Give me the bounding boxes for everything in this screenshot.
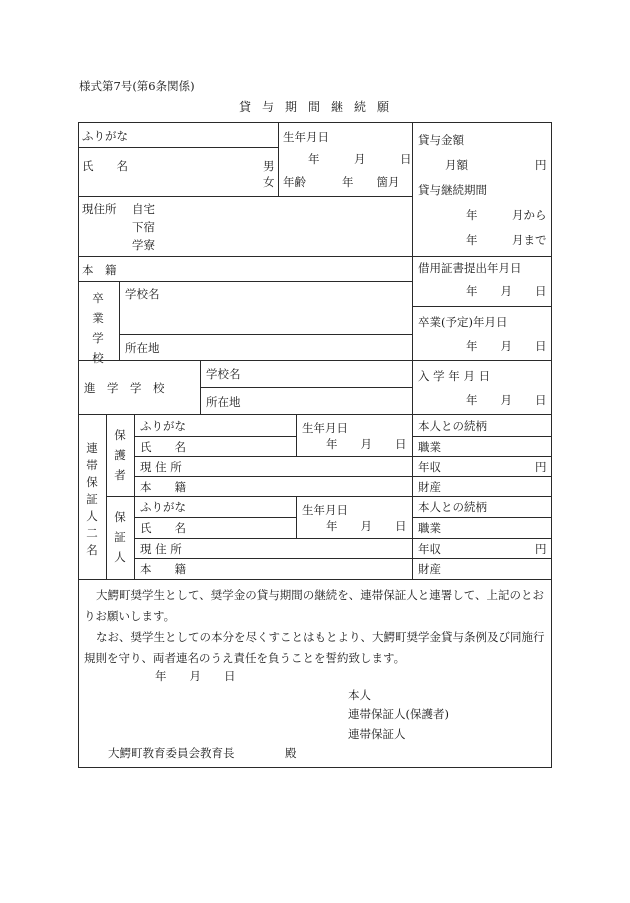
loan-period-label: 貸与継続期間 xyxy=(418,183,487,197)
guarantor-job: 職業 xyxy=(418,521,441,535)
graduated-school-label: 卒業学校 xyxy=(92,291,104,365)
guardian-income-yen: 円 xyxy=(535,460,547,474)
guardian-domicile: 本 籍 xyxy=(140,480,186,494)
address-home: 自宅 xyxy=(132,202,155,216)
advance-school-label: 進 学 学 校 xyxy=(84,381,165,395)
gender-female: 女 xyxy=(263,175,275,189)
grad-school-name-label: 学校名 xyxy=(125,287,160,301)
joint-guarantors-label: 連帯保証人二名 xyxy=(86,441,98,557)
loan-cert-label: 借用証書提出年月日 xyxy=(418,261,522,275)
loan-cert-date: 年 月 日 xyxy=(466,284,547,298)
declaration-paragraph-2: なお、奨学生としての本分を尽くすことはもとより、大鰐町奨学金貸与条例及び同施行規則を守り、両者連名のうえ責任を負うことを誓約致します。 xyxy=(84,630,545,665)
guarantor-assets: 財産 xyxy=(418,562,441,576)
guarantor-address: 現 住 所 xyxy=(140,542,182,556)
guarantor-birth-date: 年 月 日 xyxy=(326,519,407,533)
guardian-assets: 財産 xyxy=(418,480,441,494)
age-label: 年齢 xyxy=(283,175,306,189)
guarantor-name: 氏 名 xyxy=(140,521,186,535)
age-value: 年 箇月 xyxy=(342,175,400,189)
signatory-self: 本人 xyxy=(348,688,371,702)
guarantor-relation: 本人との続柄 xyxy=(418,500,487,514)
monthly-label: 月額 xyxy=(445,158,468,172)
birth-date: 年 月 日 xyxy=(308,152,412,166)
adv-school-name-label: 学校名 xyxy=(206,367,241,381)
signatory-joint: 連帯保証人 xyxy=(348,727,406,741)
addressee: 大鰐町教育委員会教育長 xyxy=(108,746,235,760)
guarantor-birth-label: 生年月日 xyxy=(302,503,348,517)
loan-amount-label: 貸与金額 xyxy=(418,133,464,147)
guardian-relation: 本人との続柄 xyxy=(418,419,487,433)
form-title: 貸与期間継続願 xyxy=(239,100,401,114)
monthly-yen: 円 xyxy=(535,158,547,172)
guarantor-income-yen: 円 xyxy=(535,542,547,556)
addressee-honorific: 殿 xyxy=(285,746,297,760)
signatory-joint-guardian: 連帯保証人(保護者) xyxy=(348,707,449,721)
furigana-label: ふりがな xyxy=(82,129,128,143)
guardian-job: 職業 xyxy=(418,440,441,454)
declaration-paragraph-1: 大鰐町奨学生として、奨学金の貸与期間の継続を、連帯保証人と連署して、上記のとおりお願いします。 xyxy=(84,588,545,623)
guardian-income: 年収 xyxy=(418,460,441,474)
guardian-birth-date: 年 月 日 xyxy=(326,437,407,451)
guardian-address: 現 住 所 xyxy=(140,460,182,474)
address-lodging: 下宿 xyxy=(132,220,155,234)
grad-school-location-label: 所在地 xyxy=(125,341,160,355)
birth-label: 生年月日 xyxy=(283,130,329,144)
guarantor-domicile: 本 籍 xyxy=(140,562,186,576)
domicile-label: 本 籍 xyxy=(82,263,117,277)
form-number: 様式第7号(第6条関係) xyxy=(79,79,195,93)
guardian-name: 氏 名 xyxy=(140,440,186,454)
period-to: 年 月まで xyxy=(466,233,547,247)
address-dorm: 学寮 xyxy=(132,238,155,252)
enrollment-date: 年 月 日 xyxy=(466,393,547,407)
name-label: 氏 名 xyxy=(82,159,128,173)
guarantor-furigana: ふりがな xyxy=(140,500,186,514)
guardian-birth-label: 生年月日 xyxy=(302,421,348,435)
guarantor-label: 保証人 xyxy=(114,510,126,564)
guarantor-income: 年収 xyxy=(418,542,441,556)
adv-school-location-label: 所在地 xyxy=(206,395,241,409)
enrollment-label: 入 学 年 月 日 xyxy=(418,369,491,383)
guardian-furigana: ふりがな xyxy=(140,419,186,433)
guardian-label: 保護者 xyxy=(114,428,126,482)
address-label: 現住所 xyxy=(82,202,117,216)
declaration-date: 年 月 日 xyxy=(155,669,236,683)
gender-male: 男 xyxy=(263,159,275,173)
graduation-date: 年 月 日 xyxy=(466,339,547,353)
graduation-date-label: 卒業(予定)年月日 xyxy=(418,315,508,329)
period-from: 年 月から xyxy=(466,208,547,222)
